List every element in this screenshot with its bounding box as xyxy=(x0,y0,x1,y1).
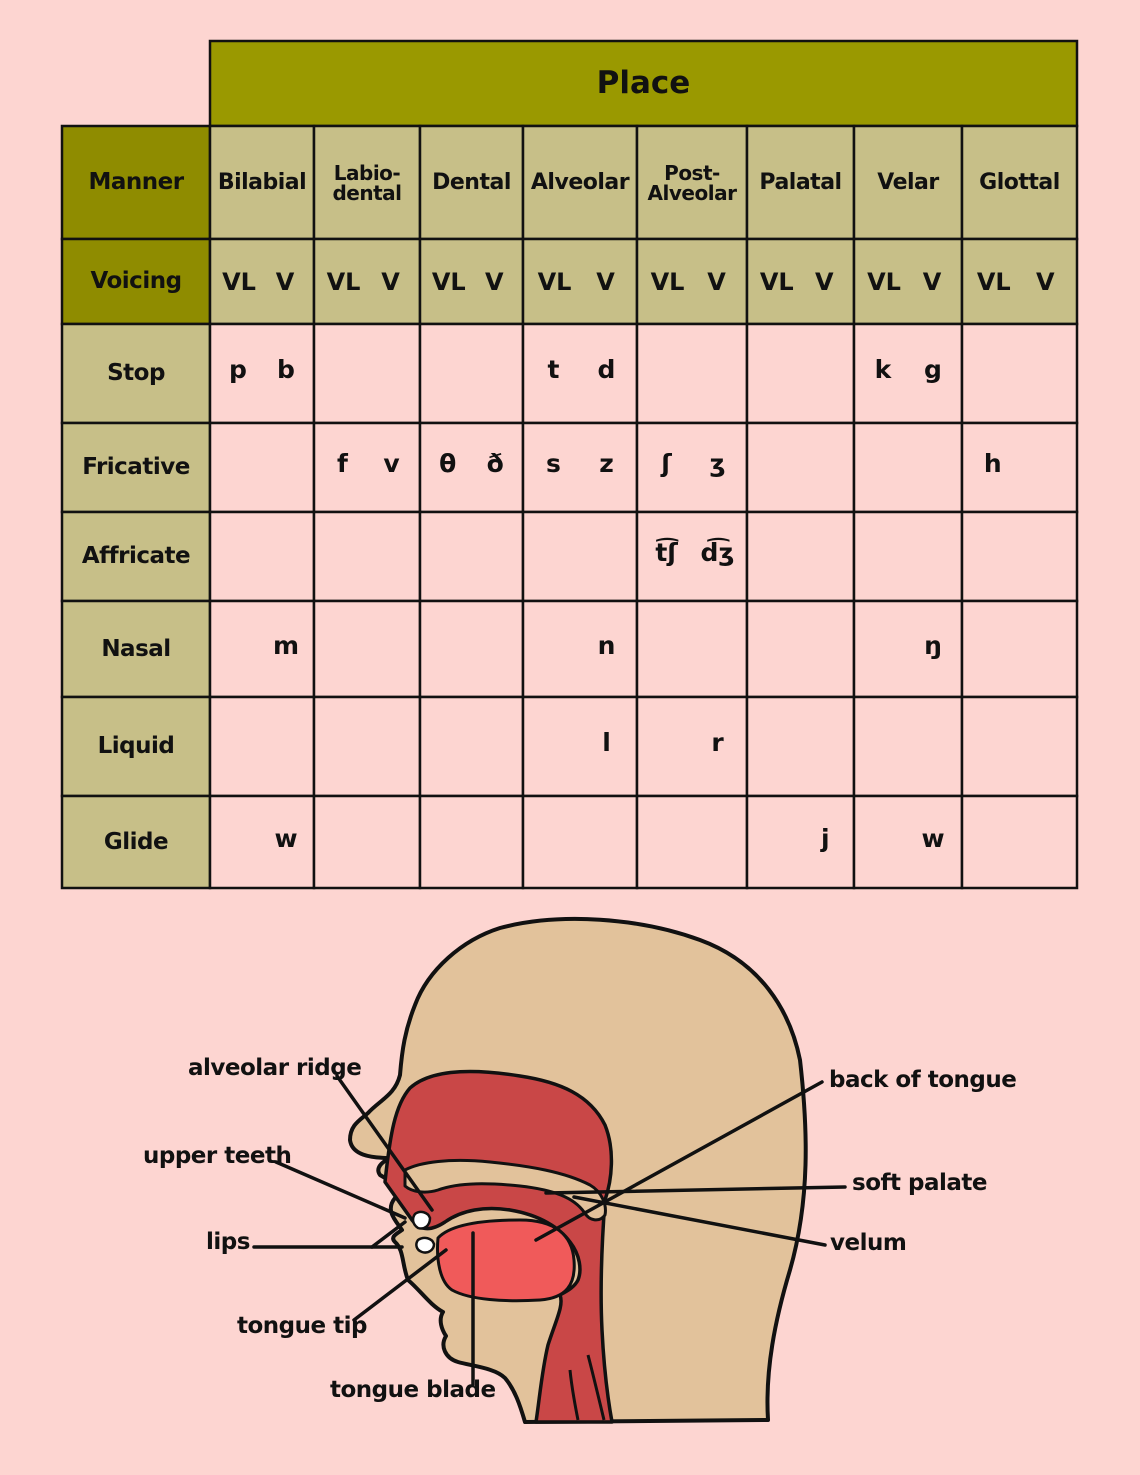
place-header: Velar xyxy=(877,169,939,195)
voiceless-phoneme: s xyxy=(546,449,561,478)
phoneme-cell xyxy=(747,512,854,601)
voiced-code: V xyxy=(814,267,834,296)
voiceless-phoneme: t xyxy=(547,355,560,384)
label-tongue-tip: tongue tip xyxy=(237,1313,367,1339)
label-lips: lips xyxy=(206,1229,250,1255)
phoneme-cell xyxy=(210,423,314,512)
phoneme-cell xyxy=(962,697,1077,796)
place-header: Glottal xyxy=(979,169,1060,195)
voiceless-code: VL xyxy=(759,267,794,296)
voiceless-phoneme: k xyxy=(874,355,892,384)
label-alveolar-ridge: alveolar ridge xyxy=(188,1055,362,1081)
label-upper-teeth: upper teeth xyxy=(143,1143,292,1169)
voiced-code: V xyxy=(275,267,295,296)
phoneme-cell xyxy=(420,601,523,697)
voiced-phoneme: ʒ xyxy=(709,449,726,478)
phoneme-cell xyxy=(747,697,854,796)
manner-header: Manner xyxy=(88,169,184,195)
manner-row-header: Fricative xyxy=(82,454,190,480)
voiceless-code: VL xyxy=(537,267,572,296)
voiceless-code: VL xyxy=(326,267,361,296)
voicing-header: Voicing xyxy=(90,268,182,294)
phoneme-cell xyxy=(962,796,1077,888)
phoneme-cell xyxy=(314,512,420,601)
label-back-of-tongue: back of tongue xyxy=(829,1067,1017,1093)
phoneme-cell xyxy=(962,324,1077,423)
phoneme-cell xyxy=(314,796,420,888)
manner-row-header: Affricate xyxy=(81,543,191,569)
phoneme-cell xyxy=(962,512,1077,601)
place-header: Palatal xyxy=(759,169,842,195)
phoneme-cell xyxy=(747,324,854,423)
voiced-phoneme: d͡ʒ xyxy=(700,538,735,567)
voiceless-phoneme: ʃ xyxy=(661,449,672,478)
voiced-phoneme: l xyxy=(602,728,611,757)
voiceless-phoneme: p xyxy=(229,355,247,384)
voiced-phoneme: r xyxy=(711,728,724,757)
voiceless-code: VL xyxy=(222,267,256,296)
phoneme-cell xyxy=(854,423,962,512)
phoneme-cell xyxy=(314,324,420,423)
phoneme-cell xyxy=(962,601,1077,697)
phoneme-cell xyxy=(854,697,962,796)
voiced-code: V xyxy=(484,267,504,296)
voiced-phoneme: n xyxy=(597,630,616,660)
voiced-phoneme: g xyxy=(924,355,942,384)
voiceless-phoneme: h xyxy=(983,449,1002,478)
manner-row-header: Liquid xyxy=(97,733,175,759)
voiced-code: V xyxy=(381,267,400,296)
voiceless-code: VL xyxy=(867,267,901,296)
label-soft-palate: soft palate xyxy=(852,1170,987,1196)
place-header: Alveolar xyxy=(530,169,630,195)
voiced-phoneme: z xyxy=(599,449,614,478)
phoneme-cell xyxy=(314,601,420,697)
voiced-phoneme: v xyxy=(383,449,400,478)
phoneme-cell xyxy=(210,697,314,796)
voiced-phoneme: d xyxy=(597,355,616,384)
voiced-code: V xyxy=(596,267,615,296)
voiceless-code: VL xyxy=(976,267,1011,296)
phoneme-cell xyxy=(637,601,747,697)
voiceless-phoneme: f xyxy=(337,449,348,478)
phoneme-cell xyxy=(637,324,747,423)
place-title: Place xyxy=(596,65,691,101)
phoneme-cell xyxy=(420,324,523,423)
place-header: Bilabial xyxy=(217,169,307,195)
voiced-code: V xyxy=(707,267,726,296)
phoneme-cell xyxy=(420,697,523,796)
phoneme-cell xyxy=(420,512,523,601)
place-header: Post- Alveolar xyxy=(647,160,737,205)
label-tongue-blade: tongue blade xyxy=(330,1377,496,1403)
phoneme-cell xyxy=(523,796,637,888)
voiced-code: V xyxy=(1035,267,1055,296)
voiceless-code: VL xyxy=(650,267,685,296)
voiced-phoneme: w xyxy=(921,823,945,853)
voiceless-phoneme: θ xyxy=(439,449,457,478)
phoneme-cell xyxy=(420,796,523,888)
place-header: Dental xyxy=(432,169,511,195)
manner-row-header: Stop xyxy=(107,360,165,386)
phoneme-cell xyxy=(747,601,854,697)
voiced-phoneme: ð xyxy=(486,449,504,478)
voiced-phoneme: w xyxy=(274,823,298,853)
phoneme-cell xyxy=(747,423,854,512)
phoneme-cell xyxy=(637,796,747,888)
phoneme-cell xyxy=(523,512,637,601)
phoneme-cell xyxy=(210,512,314,601)
voiced-phoneme: ŋ xyxy=(924,630,942,660)
vocal-tract-diagram xyxy=(0,900,1140,1475)
place-header: Labio- dental xyxy=(332,160,402,205)
phoneme-cell xyxy=(314,697,420,796)
phoneme-cell xyxy=(854,512,962,601)
upper-teeth-shape xyxy=(413,1212,430,1229)
voiced-phoneme: j xyxy=(820,823,830,853)
voiceless-code: VL xyxy=(431,267,466,296)
voiced-code: V xyxy=(922,267,942,296)
label-velum: velum xyxy=(830,1230,907,1256)
manner-row-header: Nasal xyxy=(101,635,171,662)
lower-teeth-shape xyxy=(416,1238,434,1253)
voiced-phoneme: b xyxy=(277,355,295,384)
voiceless-phoneme: t͡ʃ xyxy=(655,538,678,567)
voiced-phoneme: m xyxy=(272,630,300,660)
manner-row-header: Glide xyxy=(103,828,169,855)
